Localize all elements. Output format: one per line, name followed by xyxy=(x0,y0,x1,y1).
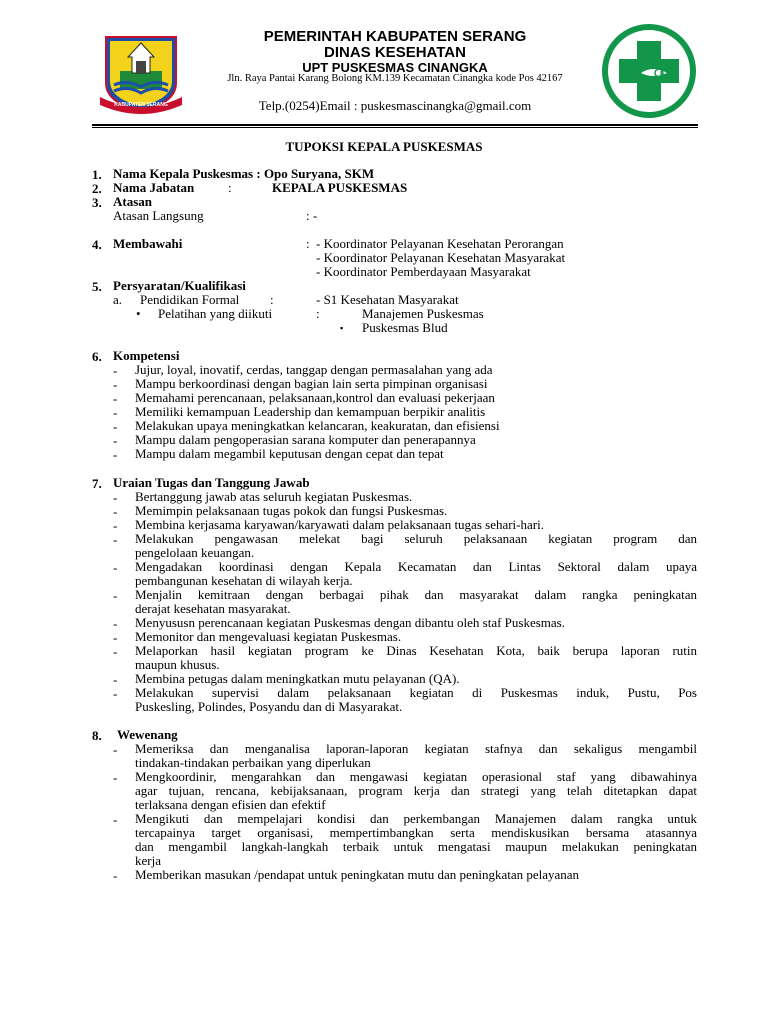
dash-bullet: - xyxy=(113,532,118,547)
dash-bullet: - xyxy=(113,672,118,687)
dash-bullet: - xyxy=(113,742,118,757)
list-item-line: Melakukan supervisi dalam pelaksanaan kegiatan di Puskesmas induk, Pustu, Pos xyxy=(135,685,697,700)
list-item-line: Membina kerjasama karyawan/karyawati dalam pelaksanaan tugas sehari-hari. xyxy=(135,517,544,532)
dash-bullet: - xyxy=(113,616,118,631)
dash-bullet: - xyxy=(113,588,118,603)
section-7-number: 7. xyxy=(92,476,102,491)
section-4-colon: : xyxy=(306,236,310,251)
section-8-label: Wewenang xyxy=(117,727,178,742)
header-contact: Telp.(0254)Email : puskesmascinangka@gmail.com xyxy=(258,98,532,113)
list-item-line: Mengikuti dan mempelajari kondisi dan perkembangan Manajemen dalam rangka untuk xyxy=(135,811,697,826)
dash-bullet: - xyxy=(113,686,118,701)
section-5b-value: Puskesmas Blud xyxy=(362,320,448,335)
list-item: Mampu dalam megambil keputusan dengan cepat dan tepat xyxy=(135,446,444,461)
section-3-sub-value: : - xyxy=(306,208,318,223)
bullet-icon: • xyxy=(136,306,141,321)
section-5-number: 5. xyxy=(92,279,102,294)
list-item-line: Menyususn perencanaan kegiatan Puskesmas dengan dibantu oleh staf Puskesmas. xyxy=(135,615,565,630)
list-item: Mampu dalam pengoperasian sarana komputer dan penerapannya xyxy=(135,432,476,447)
section-5b-value: Manajemen Puskesmas xyxy=(362,306,484,321)
section-5a-label: Pendidikan Formal xyxy=(140,292,240,307)
section-5a-marker: a. xyxy=(113,292,123,307)
section-2-number: 2. xyxy=(92,181,102,196)
list-item-line: derajat kesehatan masyarakat. xyxy=(135,601,291,616)
document-title: TUPOKSI KEPALA PUSKESMAS xyxy=(285,139,483,154)
list-item-line: dan mengambil langkah-langkah terbaik untuk mengatasi maupun melakukan peningkatan xyxy=(135,839,697,854)
dash-bullet: - xyxy=(113,812,118,827)
section-4-item: - Koordinator Pemberdayaan Masyarakat xyxy=(316,264,531,279)
header-unit: UPT PUSKESMAS CINANGKA xyxy=(302,60,488,75)
section-4-item: - Koordinator Pelayanan Kesehatan Masyarakat xyxy=(316,250,566,265)
dash-bullet: - xyxy=(113,405,118,420)
dash-bullet: - xyxy=(113,770,118,785)
section-2-value: KEPALA PUSKESMAS xyxy=(272,180,408,195)
list-item-line: tindakan-tindakan perbaikan yang diperlukan xyxy=(135,755,371,770)
section-4-number: 4. xyxy=(92,237,102,252)
section-1-text: Nama Kepala Puskesmas : Opo Suryana, SKM xyxy=(113,166,375,181)
list-item-line: Melaporkan hasil kegiatan program ke Dinas Kesehatan Kota, baik berupa laporan rutin xyxy=(135,643,697,658)
header-department: DINAS KESEHATAN xyxy=(324,44,466,61)
list-item-line: maupun khusus. xyxy=(135,657,220,672)
list-item-line: kerja xyxy=(135,853,161,868)
list-item-line: Melakukan pengawasan melekat bagi seluruh pelaksanaan kegiatan program dan xyxy=(135,531,697,546)
section-3-label: Atasan xyxy=(113,194,153,209)
puskesmas-cross-logo-icon xyxy=(601,23,697,119)
list-item-line: Bertanggung jawab atas seluruh kegiatan Puskesmas. xyxy=(135,489,413,504)
header-government: PEMERINTAH KABUPATEN SERANG xyxy=(263,28,527,45)
section-3-sub-label: Atasan Langsung xyxy=(113,208,204,223)
header-rule-thin xyxy=(92,127,698,128)
section-5a-colon: : xyxy=(270,292,274,307)
emblem-banner-text: KABUPATEN SERANG xyxy=(114,102,168,108)
list-item: Mampu berkoordinasi dengan bagian lain serta pimpinan organisasi xyxy=(135,376,488,391)
section-5b-label: Pelatihan yang diikuti xyxy=(158,306,273,321)
dash-bullet: - xyxy=(113,630,118,645)
list-item-line: agar tujuan, rencana, kebijaksanaan, program kerja dan strategi yang telah ditetapkan dapat xyxy=(135,783,697,798)
list-item: Memiliki kemampuan Leadership dan kemampuan berpikir analitis xyxy=(135,404,486,419)
section-1-number: 1. xyxy=(92,167,102,182)
dash-bullet: - xyxy=(113,363,118,378)
dash-bullet: - xyxy=(113,560,118,575)
dash-bullet: - xyxy=(113,377,118,392)
list-item-line: Memonitor dan mengevaluasi kegiatan Puskesmas. xyxy=(135,629,402,644)
section-6-label: Kompetensi xyxy=(113,348,180,363)
section-4-label: Membawahi xyxy=(113,236,183,251)
list-item: Melakukan upaya meningkatkan kelancaran, keakuratan, dan efisiensi xyxy=(135,418,500,433)
list-item-line: Mengkoordinir, mengarahkan dan mengawasi kegiatan operasional staf yang dibawahinya xyxy=(135,769,697,784)
section-8-number: 8. xyxy=(92,728,102,743)
list-item: Memahami perencanaan, pelaksanaan,kontrol dan evaluasi pekerjaan xyxy=(135,390,495,405)
section-4-item: - Koordinator Pelayanan Kesehatan Perorangan xyxy=(316,236,564,251)
section-2-colon: : xyxy=(228,180,232,195)
section-6-number: 6. xyxy=(92,349,102,364)
dash-bullet: - xyxy=(113,490,118,505)
dash-bullet: - xyxy=(113,419,118,434)
section-5-label: Persyaratan/Kualifikasi xyxy=(113,278,246,293)
dash-bullet: - xyxy=(113,433,118,448)
list-item-line: Mengadakan koordinasi dengan Kepala Kecamatan dan Lintas Sektoral dalam upaya xyxy=(135,559,697,574)
dash-bullet: - xyxy=(113,644,118,659)
list-item-line: Puskesling, Polindes, Posyandu dan di Masyarakat. xyxy=(135,699,403,714)
dash-bullet: - xyxy=(113,868,118,883)
list-item-line: pengelolaan keuangan. xyxy=(135,545,255,560)
header-rule-thick xyxy=(92,124,698,126)
list-item-line: Memeriksa dan menganalisa laporan-laporan kegiatan stafnya dan sekaligus mengambil xyxy=(135,741,697,756)
dash-bullet: - xyxy=(113,447,118,462)
list-item-line: terlaksana dengan efisien dan efektif xyxy=(135,797,326,812)
section-7-label: Uraian Tugas dan Tanggung Jawab xyxy=(113,475,310,490)
section-2-label: Nama Jabatan xyxy=(113,180,195,195)
section-5b-colon: : xyxy=(316,306,320,321)
dash-bullet: - xyxy=(113,504,118,519)
list-item-line: Menjalin kemitraan dengan berbagai pihak dan masyarakat dalam rangka peningkatan xyxy=(135,587,697,602)
list-item-line: pembangunan kesehatan di wilayah kerja. xyxy=(135,573,353,588)
dash-bullet: - xyxy=(113,518,118,533)
dash-bullet: - xyxy=(113,391,118,406)
list-item-line: Membina petugas dalam meningkatkan mutu pelayanan (QA). xyxy=(135,671,460,686)
list-item: Jujur, loyal, inovatif, cerdas, tanggap dengan permasalahan yang ada xyxy=(135,362,493,377)
section-3-number: 3. xyxy=(92,195,102,210)
header-address: Jln. Raya Pantai Karang Bolong KM.139 Kecamatan Cinangka kode Pos 42167 xyxy=(227,73,563,84)
list-item-line: Memimpin pelaksanaan tugas pokok dan fungsi Puskesmas. xyxy=(135,503,448,518)
list-item-line: tercapainya target organisasi, mempertimbangkan serta mendiskusikan bersama atasannya xyxy=(135,825,697,840)
section-5a-value: - S1 Kesehatan Masyarakat xyxy=(316,292,459,307)
list-item-line: Memberikan masukan /pendapat untuk peningkatan mutu dan peningkatan pelayanan xyxy=(135,867,580,882)
square-bullet-icon: ▪ xyxy=(340,323,344,333)
